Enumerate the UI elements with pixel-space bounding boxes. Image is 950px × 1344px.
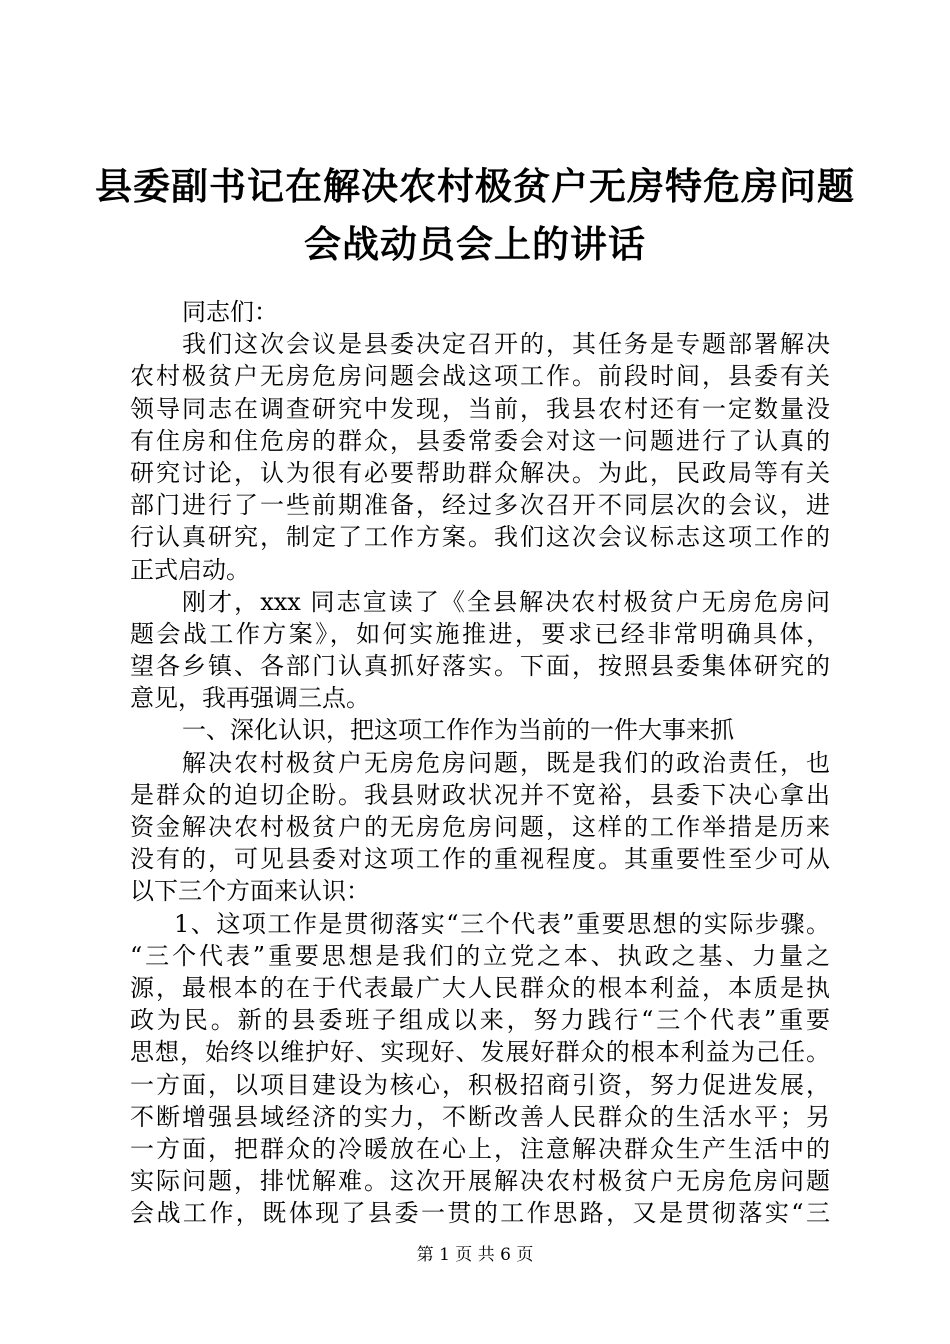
body-line: 领导同志在调查研究中发现，当前，我县农村还有一定数量没 <box>130 394 830 423</box>
document-title-line-2: 会战动员会上的讲话 <box>304 222 646 266</box>
body-line: 一方面，以项目建设为核心，积极招商引资，努力促进发展， <box>130 1070 830 1099</box>
body-line: 思想，始终以维护好、实现好、发展好群众的根本利益为己任。 <box>130 1038 830 1067</box>
body-line: 一方面，把群众的冷暖放在心上，注意解决群众生产生活中的 <box>130 1134 830 1163</box>
body-line: 我们这次会议是县委决定召开的，其任务是专题部署解决 <box>182 330 830 359</box>
body-line: 是群众的迫切企盼。我县财政状况并不宽裕，县委下决心拿出 <box>130 780 830 809</box>
body-line: 没有的，可见县委对这项工作的重视程度。其重要性至少可从 <box>130 845 830 874</box>
body-line: 部门进行了一些前期准备，经过多次召开不同层次的会议，进 <box>130 491 830 520</box>
body-line: 题会战工作方案》，如何实施推进，要求已经非常明确具体， <box>130 619 830 648</box>
section-heading: 一、深化认识，把这项工作作为当前的一件大事来抓 <box>182 716 734 745</box>
body-line: 望各乡镇、各部门认真抓好落实。下面，按照县委集体研究的 <box>130 652 830 681</box>
body-line: 农村极贫户无房危房问题会战这项工作。前段时间，县委有关 <box>130 362 830 391</box>
body-line: 政为民。新的县委班子组成以来，努力践行“三个代表”重要 <box>130 1006 830 1035</box>
body-line: 行认真研究，制定了工作方案。我们这次会议标志这项工作的 <box>130 523 830 552</box>
body-line: 意见，我再强调三点。 <box>130 684 370 713</box>
body-line: 刚才，xxx 同志宣读了《全县解决农村极贫户无房危房问 <box>182 587 830 616</box>
body-line: 资金解决农村极贫户的无房危房问题，这样的工作举措是历来 <box>130 813 830 841</box>
body-line: 有住房和住危房的群众，县委常委会对这一问题进行了认真的 <box>130 426 830 455</box>
body-line: 不断增强县域经济的实力，不断改善人民群众的生活水平；另 <box>130 1102 830 1131</box>
body-line: “三个代表”重要思想是我们的立党之本、执政之基、力量之 <box>130 941 830 970</box>
salutation-line: 同志们： <box>182 298 278 326</box>
body-line: 实际问题，排忧解难。这次开展解决农村极贫户无房危房问题 <box>130 1167 830 1196</box>
body-line: 以下三个方面来认识： <box>130 877 370 906</box>
body-line: 解决农村极贫户无房危房问题，既是我们的政治责任，也 <box>182 748 830 777</box>
document-title-line-1: 县委副书记在解决农村极贫户无房特危房问题 <box>95 164 855 208</box>
body-line: 源，最根本的在于代表最广大人民群众的根本利益，本质是执 <box>130 973 830 1002</box>
document-body <box>130 296 830 1229</box>
body-line: 研究讨论，认为很有必要帮助群众解决。为此，民政局等有关 <box>130 458 830 487</box>
body-line: 正式启动。 <box>130 555 250 584</box>
body-line: 会战工作，既体现了县委一贯的工作思路，又是贯彻落实“三 <box>130 1199 830 1228</box>
body-line: 1、这项工作是贯彻落实“三个代表”重要思想的实际步骤。 <box>174 909 830 938</box>
page-number-footer: 第 1 页 共 6 页 <box>416 1245 534 1265</box>
